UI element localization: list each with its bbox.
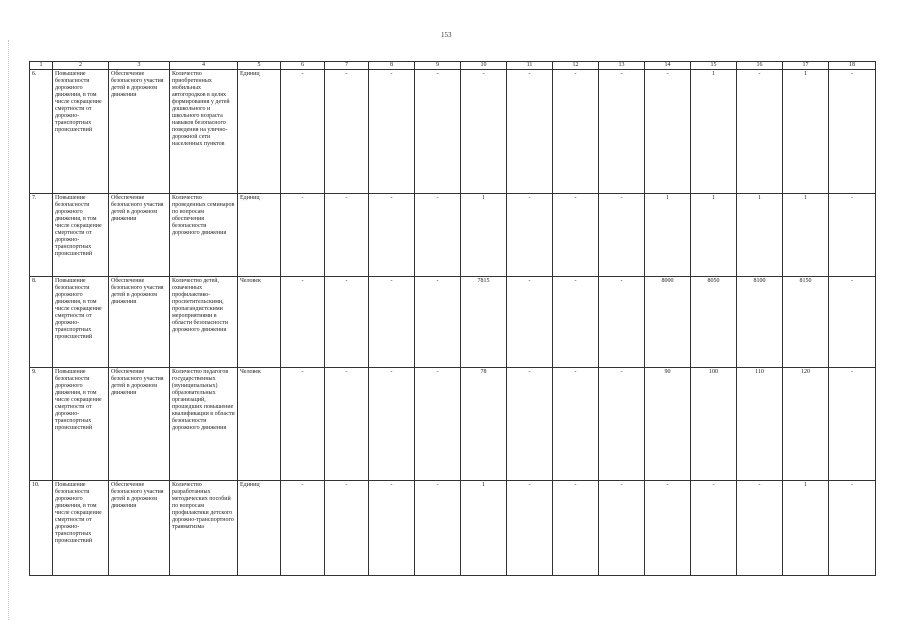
value-cell: - — [553, 481, 599, 576]
value-cell: - — [415, 194, 461, 277]
page-number: 153 — [441, 31, 452, 39]
value-cell: - — [369, 368, 415, 481]
column-header: 18 — [829, 62, 876, 70]
task-cell: Обеспечение безопасного участия детей в дорожном движении — [109, 368, 170, 481]
value-cell: 1 — [645, 194, 691, 277]
row-number-cell: 9. — [30, 368, 53, 481]
column-header: 9 — [415, 62, 461, 70]
column-header: 4 — [170, 62, 238, 70]
table-row — [30, 368, 876, 481]
table-row — [30, 70, 876, 194]
value-cell: 78 — [461, 368, 507, 481]
column-header: 7 — [325, 62, 369, 70]
goal-cell: Повышение безопасности дорожного движения, в том числе сокращение смертности от дорожно-транспортных происшествий — [53, 481, 109, 576]
table-row — [30, 481, 876, 576]
goal-cell: Повышение безопасности дорожного движения, в том числе сокращение смертности от дорожно-транспортных происшествий — [53, 368, 109, 481]
value-cell: 90 — [645, 368, 691, 481]
value-cell: - — [281, 481, 325, 576]
indicators-table — [29, 61, 876, 576]
unit-cell: Единиц — [238, 70, 281, 194]
value-cell: - — [325, 277, 369, 368]
value-cell: - — [369, 70, 415, 194]
column-header: 16 — [737, 62, 783, 70]
value-cell: 110 — [737, 368, 783, 481]
value-cell: 8100 — [737, 277, 783, 368]
value-cell: - — [461, 70, 507, 194]
column-header: 6 — [281, 62, 325, 70]
row-number-cell: 10. — [30, 481, 53, 576]
value-cell: - — [553, 194, 599, 277]
value-cell: - — [691, 481, 737, 576]
goal-cell: Повышение безопасности дорожного движения, в том числе сокращение смертности от дорожно-транспортных происшествий — [53, 70, 109, 194]
value-cell: 1 — [461, 481, 507, 576]
column-header: 8 — [369, 62, 415, 70]
value-cell: - — [281, 194, 325, 277]
column-header: 2 — [53, 62, 109, 70]
column-header: 15 — [691, 62, 737, 70]
value-cell: - — [829, 368, 876, 481]
value-cell: 8050 — [691, 277, 737, 368]
value-cell: - — [829, 481, 876, 576]
value-cell: - — [829, 194, 876, 277]
value-cell: 1 — [691, 70, 737, 194]
column-header: 13 — [599, 62, 645, 70]
value-cell: - — [645, 70, 691, 194]
indicator-cell: Количество педагогов государственных (муниципальных) образовательных организаций, прошедших повышение квалификации в области безопасности дорожного движения — [170, 368, 238, 481]
value-cell: - — [829, 277, 876, 368]
value-cell: - — [599, 194, 645, 277]
value-cell: 1 — [691, 194, 737, 277]
task-cell: Обеспечение безопасного участия детей в дорожном движении — [109, 481, 170, 576]
value-cell: 1 — [783, 194, 829, 277]
unit-cell: Единиц — [238, 481, 281, 576]
column-header: 5 — [238, 62, 281, 70]
value-cell: - — [325, 368, 369, 481]
table-row — [30, 194, 876, 277]
column-header: 12 — [553, 62, 599, 70]
value-cell: - — [325, 481, 369, 576]
task-cell: Обеспечение безопасного участия детей в дорожном движении — [109, 70, 170, 194]
column-header: 3 — [109, 62, 170, 70]
goal-cell: Повышение безопасности дорожного движения, в том числе сокращение смертности от дорожно-транспортных происшествий — [53, 277, 109, 368]
value-cell: - — [599, 481, 645, 576]
task-cell: Обеспечение безопасного участия детей в дорожном движении — [109, 194, 170, 277]
value-cell: 8150 — [783, 277, 829, 368]
value-cell: - — [507, 368, 553, 481]
indicator-cell: Количество разработанных методических пособий по вопросам профилактики детского дорожно-транспортного травматизма — [170, 481, 238, 576]
column-header: 14 — [645, 62, 691, 70]
value-cell: - — [281, 70, 325, 194]
value-cell: - — [281, 277, 325, 368]
indicator-cell: Количество приобретенных мобильных автогородков в целях формирования у детей дошкольного и школьного возраста навыков безопасного поведения на улично-дорожной сети населенных пунктов — [170, 70, 238, 194]
value-cell: - — [645, 481, 691, 576]
value-cell: 8000 — [645, 277, 691, 368]
value-cell: 120 — [783, 368, 829, 481]
value-cell: 1 — [783, 481, 829, 576]
value-cell: - — [325, 70, 369, 194]
value-cell: - — [507, 70, 553, 194]
unit-cell: Единиц — [238, 194, 281, 277]
value-cell: 1 — [737, 194, 783, 277]
value-cell: - — [415, 277, 461, 368]
indicator-cell: Количество проведенных семинаров по вопросам обеспечения безопасности дорожного движения — [170, 194, 238, 277]
value-cell: - — [829, 70, 876, 194]
value-cell: - — [415, 481, 461, 576]
value-cell: - — [281, 368, 325, 481]
value-cell: - — [507, 277, 553, 368]
column-header: 11 — [507, 62, 553, 70]
row-number-cell: 8. — [30, 277, 53, 368]
value-cell: - — [553, 368, 599, 481]
table-row — [30, 277, 876, 368]
task-cell: Обеспечение безопасного участия детей в дорожном движении — [109, 277, 170, 368]
indicator-cell: Количество детей, охваченных профилактико-просветительскими, пропагандистскими мероприятиями в области безопасности дорожного движения — [170, 277, 238, 368]
value-cell: - — [599, 368, 645, 481]
value-cell: 1 — [783, 70, 829, 194]
scan-edge — [8, 40, 9, 620]
value-cell: 100 — [691, 368, 737, 481]
value-cell: - — [415, 70, 461, 194]
value-cell: - — [553, 277, 599, 368]
value-cell: - — [599, 70, 645, 194]
column-header: 17 — [783, 62, 829, 70]
value-cell: - — [415, 368, 461, 481]
column-header: 1 — [30, 62, 53, 70]
value-cell: - — [737, 70, 783, 194]
unit-cell: Человек — [238, 277, 281, 368]
value-cell: 7815 — [461, 277, 507, 368]
goal-cell: Повышение безопасности дорожного движения, в том числе сокращение смертности от дорожно-транспортных происшествий — [53, 194, 109, 277]
value-cell: - — [507, 481, 553, 576]
value-cell: - — [369, 194, 415, 277]
value-cell: - — [737, 481, 783, 576]
row-number-cell: 7. — [30, 194, 53, 277]
table-header-row — [30, 62, 876, 70]
value-cell: - — [507, 194, 553, 277]
unit-cell: Человек — [238, 368, 281, 481]
value-cell: - — [369, 277, 415, 368]
column-header: 10 — [461, 62, 507, 70]
row-number-cell: 6. — [30, 70, 53, 194]
value-cell: - — [325, 194, 369, 277]
value-cell: - — [369, 481, 415, 576]
value-cell: 1 — [461, 194, 507, 277]
value-cell: - — [553, 70, 599, 194]
value-cell: - — [599, 277, 645, 368]
